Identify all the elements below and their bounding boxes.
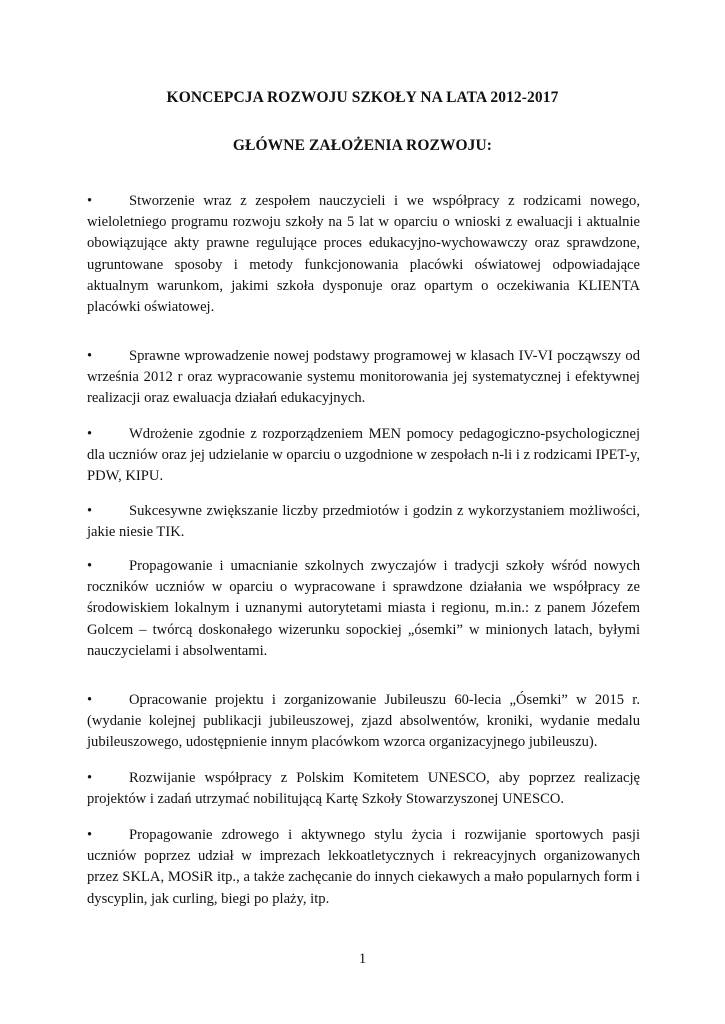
list-item [87,424,640,488]
list-item-text: Sprawne wprowadzenie nowej podstawy programowej w klasach IV-VI począwszy od września 2012 r oraz wypracowanie systemu monitorowania jej systematycznej i efektywnej realizacji oraz ewaluacja działań edukacyjnych. [87,348,640,407]
bullet-icon: • [87,348,93,364]
bullet-icon: • [87,503,93,519]
list-item-text: Wdrożenie zgodnie z rozporządzeniem MEN pomocy pedagogiczno-psychologicznej dla uczniów oraz jej udzielanie w oparciu o uzgodnione w zespołach n-li i z rodzicami IPET-y, PDW, KIPU. [87,426,640,485]
bullet-icon: • [87,770,93,786]
bullet-icon: • [87,692,93,708]
list-item [87,501,640,543]
bullet-icon: • [87,827,93,843]
list-item-text: Propagowanie i umacnianie szkolnych zwyczajów i tradycji szkoły wśród nowych roczników uczniów w oparciu o wypracowane i sprawdzone działania we współpracy ze środowiskiem lokalnym i uznanymi autorytetami miasta i regionu, m.in.: z panem Józefem Golcem – twórcą doskonałego wizerunku sopockiej „ósemki” w minionych latach, byłymi nauczycielami i absolwentami. [87,558,640,659]
list-item [87,690,640,754]
list-item [87,556,640,662]
document-title: KONCEPCJA ROZWOJU SZKOŁY NA LATA 2012-2017 [166,89,559,106]
list-item [87,768,640,810]
list-item-text: Sukcesywne zwiększanie liczby przedmiotów i godzin z wykorzystaniem możliwości, jakie niesie TIK. [87,503,640,541]
list-item-text: Rozwijanie współpracy z Polskim Komitetem UNESCO, aby poprzez realizację projektów i zadań utrzymać nobilitującą Kartę Szkoły Stowarzyszonej UNESCO. [87,770,640,808]
bullet-icon: • [87,426,93,442]
list-item-text: Opracowanie projektu i zorganizowanie Jubileuszu 60-lecia „Ósemki” w 2015 r. (wydanie kolejnej publikacji jubileuszowej, zjazd absolwentów, kroniki, wydanie medalu jubileuszowego, udostępnienie innym placówkom wzorca organizacyjnego jubileuszu). [87,692,640,751]
bullet-icon: • [87,558,93,574]
list-item-text: Propagowanie zdrowego i aktywnego stylu życia i rozwijanie sportowych pasji uczniów poprzez udział w imprezach lekkoatletycznych i rekreacyjnych organizowanych przez SKLA, MOSiR itp., a także zachęcanie do innych ciekawych a mało popularnych form i dyscyplin, jak curling, biegi po plaży, itp. [87,827,640,907]
list-item [87,825,640,910]
list-item-text: Stworzenie wraz z zespołem nauczycieli i we współpracy z rodzicami nowego, wieloletniego programu rozwoju szkoły na 5 lat w oparciu o wnioski z ewaluacji i aktualnie obowiązujące akty prawne regulujące proces edukacyjno-wychowawczy oraz sprawdzone, ugruntowane sposoby i metody funkcjonowania placówki oświatowej odpowiadające aktualnym warunkom, jakimi szkoła dysponuje oraz opartym o oczekiwania KLIENTA placówki oświatowej. [87,193,640,316]
document-subtitle: GŁÓWNE ZAŁOŻENIA ROZWOJU: [232,137,493,154]
bullet-icon: • [87,193,93,209]
page-number: 1 [358,951,367,967]
list-item [87,191,640,318]
list-item [87,346,640,410]
